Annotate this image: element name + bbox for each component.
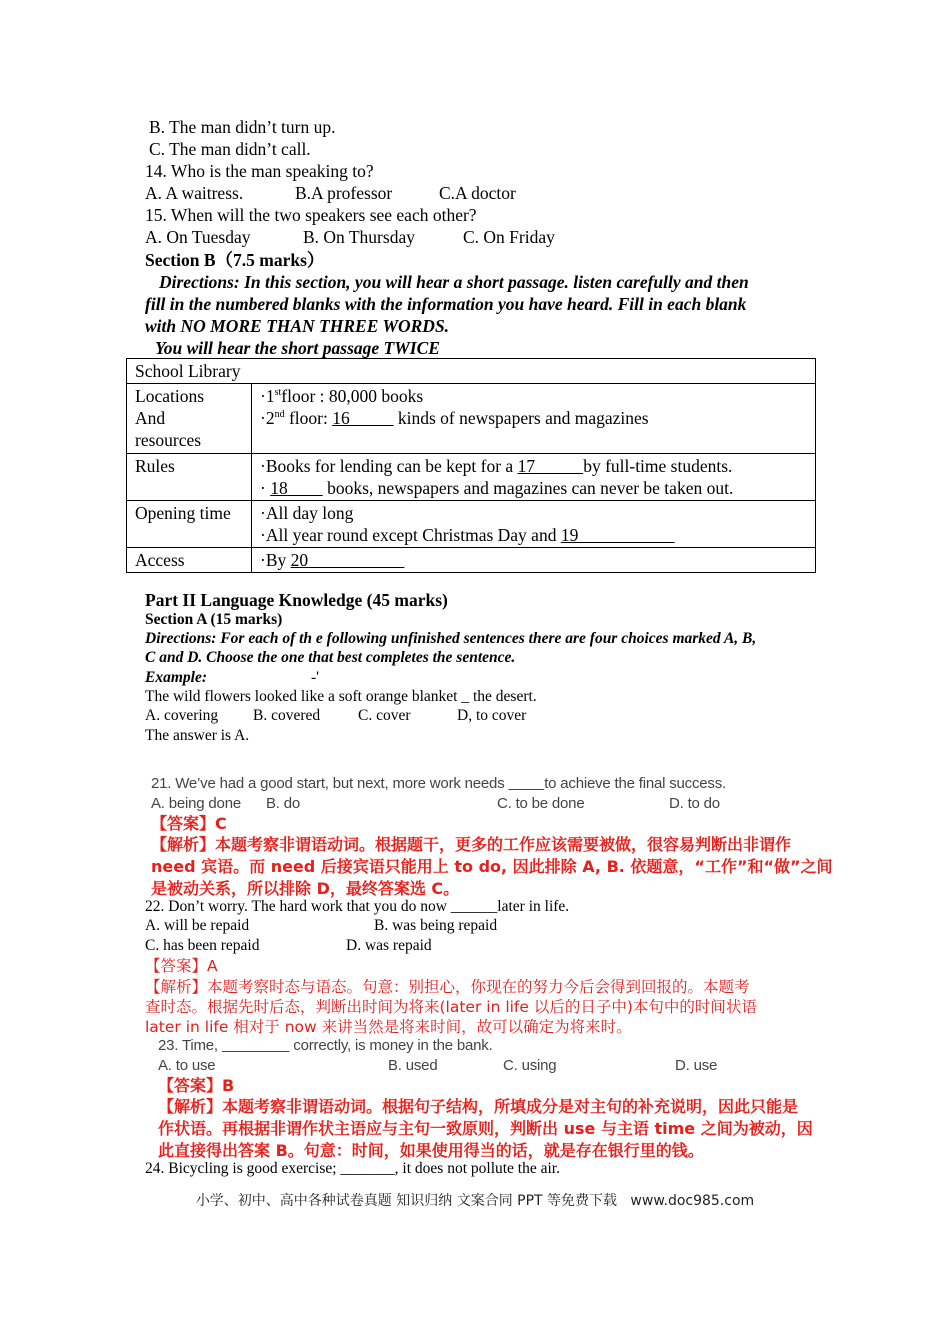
example-answer: The answer is A. <box>145 727 250 744</box>
example-option-b: B. covered <box>253 707 321 724</box>
q22-option-c: C. has been repaid <box>145 937 260 954</box>
example-label: Example: <box>145 669 207 686</box>
q23-analysis-3: 此直接得出答案 B。句意：时间，如果使用得当的话，就是存在银行里的钱。 <box>158 1141 704 1160</box>
section-b-directions-4: You will hear the short passage TWICE <box>155 338 440 358</box>
q21-analysis-2: need 宾语。而 need 后接宾语只能用上 to do, 因此排除 A, B. 依题意，“工作”和“做”之间 <box>151 857 833 876</box>
school-library-table <box>126 358 816 573</box>
footer-site-link[interactable]: www.doc985.com <box>630 1193 755 1209</box>
example-mark: -' <box>311 669 319 686</box>
q23-option-c: C. using <box>503 1057 557 1074</box>
example-option-c: C. cover <box>358 707 411 724</box>
q23-analysis-2: 作状语。再根据非谓作状主语应与主句一致原则，判断出 use 与主语 time 之间为被动，因 <box>158 1119 813 1138</box>
q22-analysis-1: 【解析】本题考察时态与语态。句意：别担心，你现在的努力今后会得到回报的。本题考 <box>145 978 750 996</box>
q21-analysis-3: 是被动关系，所以排除 D，最终答案选 C。 <box>151 879 460 898</box>
locations-label: Locations And resources <box>127 384 252 454</box>
q21-answer: 【答案】C <box>151 814 227 833</box>
table-header: School Library <box>127 359 816 384</box>
q13-option-c: C. The man didn’t call. <box>149 139 311 159</box>
locations-content: ·1stfloor : 80,000 books ·2nd floor: 16 kinds of newspapers and magazines <box>252 384 816 454</box>
section-b-title: Section B（7.5 marks） <box>145 250 325 270</box>
part2-directions-2: C and D. Choose the one that best completes the sentence. <box>145 649 516 666</box>
q13-option-b: B. The man didn’t turn up. <box>149 117 336 137</box>
q23-option-b: B. used <box>388 1057 438 1074</box>
section-b-directions-3: with NO MORE THAN THREE WORDS. <box>145 316 450 336</box>
access-content: ·By 20 <box>252 548 816 573</box>
q15-option-a: A. On Tuesday <box>145 227 251 247</box>
q14-option-a: A. A waitress. <box>145 183 244 203</box>
section-b-directions-2: fill in the numbered blanks with the information you have heard. Fill in each blank <box>145 294 747 314</box>
q22-analysis-2: 查时态。根据先时后态，判断出时间为将来(later in life 以后的日子中)本句中的时间状语 <box>145 998 757 1016</box>
part2-title: Part II Language Knowledge (45 marks) <box>145 590 448 610</box>
section-b-directions-1: Directions: In this section, you will hear a short passage. listen carefully and then <box>159 272 749 292</box>
blank-17: 17 <box>517 456 536 476</box>
q14-option-c: C.A doctor <box>439 183 516 203</box>
blank-20: 20 <box>290 550 309 570</box>
blank-18: 18 <box>270 478 288 498</box>
q23-option-a: A. to use <box>158 1057 216 1074</box>
q15-option-b: B. On Thursday <box>303 227 415 247</box>
part2-directions-1: Directions: For each of th e following unfinished sentences there are four choices marked A, B, <box>145 630 757 647</box>
q22-stem: 22. Don’t worry. The hard work that you do now ______later in life. <box>145 898 570 915</box>
q23-answer: 【答案】B <box>158 1076 235 1095</box>
q23-option-d: D. use <box>675 1057 718 1074</box>
q21-analysis-1: 【解析】本题考察非谓语动词。根据题干，更多的工作应该需要被做，很容易判断出非谓作 <box>151 835 792 854</box>
opening-time-label: Opening time <box>127 501 252 548</box>
q23-stem: 23. Time, correctly, is money in the bank. <box>158 1037 493 1054</box>
rules-content: ·Books for lending can be kept for a 17 by full-time students. · 18 books, newspapers and magazines can never be taken out. <box>252 454 816 501</box>
example-option-a: A. covering <box>145 707 219 724</box>
part2-section-a: Section A (15 marks) <box>145 611 283 628</box>
q22-option-b: B. was being repaid <box>374 917 498 934</box>
blank-19: 19 <box>560 525 579 545</box>
q14-option-b: B.A professor <box>295 183 393 203</box>
q21-option-a: A. being done <box>151 795 241 812</box>
q14-stem: 14. Who is the man speaking to? <box>145 161 374 181</box>
q23-analysis-1: 【解析】本题考察非谓语动词。根据句子结构，所填成分是对主句的补充说明，因此只能是 <box>158 1097 799 1116</box>
page-footer <box>0 1190 950 1210</box>
q22-option-d: D. was repaid <box>346 937 432 954</box>
blank-16: 16 <box>332 408 350 428</box>
q15-stem: 15. When will the two speakers see each other? <box>145 205 477 225</box>
footer-text: 小学、初中、高中各种试卷真题 知识归纳 文案合同 PPT 等免费下载 <box>195 1193 618 1209</box>
q21-option-c: C. to be done <box>497 795 585 812</box>
example-question: The wild flowers looked like a soft orange blanket _ the desert. <box>145 688 537 705</box>
q21-stem: 21. We’ve had a good start, but next, more work needs to achieve the final success. <box>151 775 726 792</box>
q21-option-d: D. to do <box>669 795 720 812</box>
q22-answer: 【答案】A <box>145 957 218 975</box>
example-option-d: D, to cover <box>457 707 527 724</box>
q22-option-a: A. will be repaid <box>145 917 250 934</box>
opening-time-content: ·All day long ·All year round except Christmas Day and 19 <box>252 501 816 548</box>
access-label: Access <box>127 548 252 573</box>
rules-label: Rules <box>127 454 252 501</box>
q22-analysis-3: later in life 相对于 now 来讲当然是将来时间，故可以确定为将来时。 <box>145 1018 632 1036</box>
q24-stem: 24. Bicycling is good exercise; _______, it does not pollute the air. <box>145 1160 560 1177</box>
q15-option-c: C. On Friday <box>463 227 555 247</box>
q21-option-b: B. do <box>266 795 301 812</box>
